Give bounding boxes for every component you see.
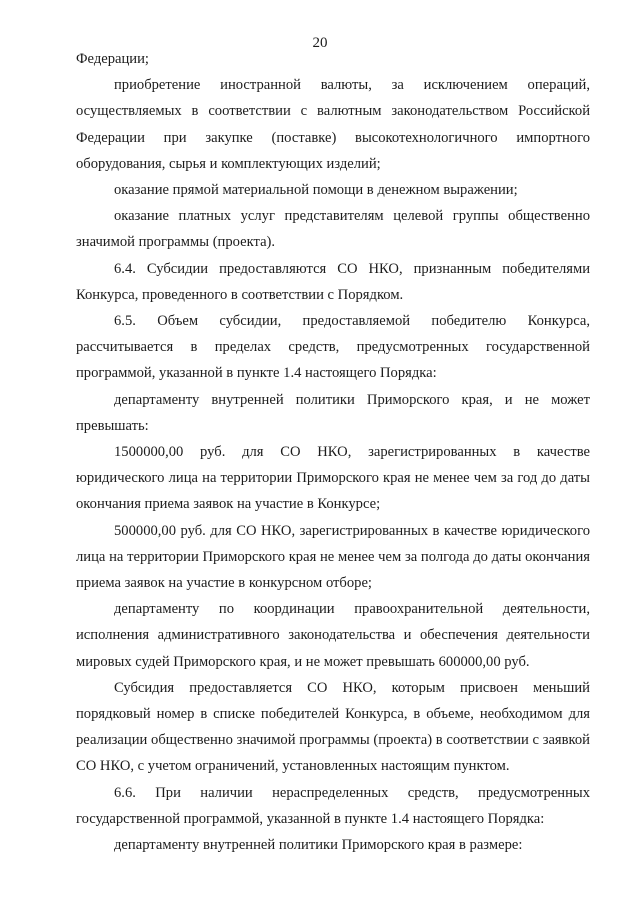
- paragraph-continuation: Федерации;: [76, 51, 149, 67]
- paragraph-6-4: 6.4. Субсидии предоставляются СО НКО, признанным победителями Конкурса, проведенного в соответствии с Порядком.: [76, 260, 590, 303]
- paragraph-internal-policy-dept: департаменту внутренней политики Приморского края, и не может превышать:: [76, 391, 590, 434]
- paragraph-law-enforcement-dept: департаменту по координации правоохранительной деятельности, исполнения административного законодательства и обеспечения деятельности мировых судей Приморского края, и не может превышать 600000,00 руб.: [76, 601, 590, 670]
- paragraph-limit-half-year: 500000,00 руб. для СО НКО, зарегистрированных в качестве юридического лица на территории Приморского края не менее чем за полгода до даты окончания приема заявок на участие в конкурсном отборе;: [76, 522, 590, 592]
- paragraph-subsidy-order: Субсидия предоставляется СО НКО, которым присвоен меньший порядковый номер в списке победителей Конкурса, в объеме, необходимом для реализации общественно значимой программы (проекта) в соответствии с заявкой СО НКО, с учетом ограничений, установленных настоящим пунктом.: [76, 679, 590, 775]
- paragraph-paid-services: оказание платных услуг представителям целевой группы общественно значимой программы (проекта).: [76, 208, 590, 251]
- paragraph-foreign-currency: приобретение иностранной валюты, за исключением операций, осуществляемых в соответствии с валютным законодательством Российской Федерации при закупке (поставке) высокотехнологичного импортного оборудования, сырья и комплектующих изделий;: [76, 77, 590, 172]
- paragraph-internal-policy-amount: департаменту внутренней политики Приморского края в размере:: [114, 837, 523, 854]
- document-body: [76, 46, 590, 858]
- page-number: 20: [312, 35, 328, 51]
- paragraph-6-5: 6.5. Объем субсидии, предоставляемой победителю Конкурса, рассчитывается в пределах средств, предусмотренных государственной программой, указанной в пункте 1.4 настоящего Порядка:: [76, 313, 590, 382]
- paragraph-material-aid: оказание прямой материальной помощи в денежном выражении;: [114, 182, 518, 199]
- paragraph-6-6: 6.6. При наличии нераспределенных средств, предусмотренных государственной программой, указанной в пункте 1.4 настоящего Порядка:: [76, 784, 590, 827]
- paragraph-limit-year: 1500000,00 руб. для СО НКО, зарегистрированных в качестве юридического лица на территории Приморского края не менее чем за год до даты окончания приема заявок на участие в Конкурсе;: [76, 444, 590, 513]
